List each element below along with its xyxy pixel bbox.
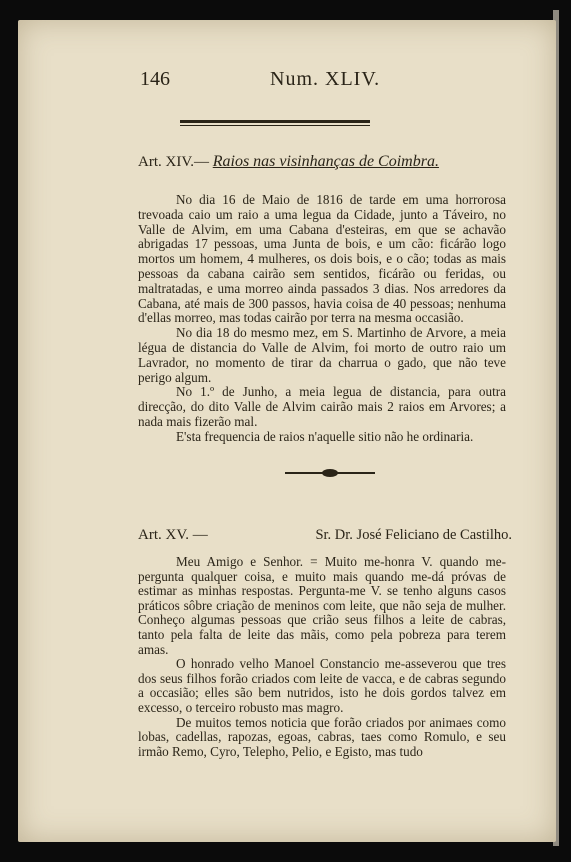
article-1-subtitle: Raios nas visinhanças de Coimbra. — [212, 153, 439, 170]
page-number: 146 — [140, 68, 170, 90]
article-2-label: Art. XV. — — [138, 527, 208, 543]
header-rule-thick — [180, 120, 370, 123]
page-header — [140, 68, 400, 96]
running-head: Num. XLIV. — [270, 68, 381, 90]
header-rule-thin — [180, 125, 370, 126]
section-divider-ornament — [322, 469, 338, 477]
article-1-paragraph: E'sta frequencia de raios n'aquelle sitio não he ordinaria. — [176, 428, 474, 444]
article-2-byline: Sr. Dr. José Feliciano de Castilho. — [315, 527, 512, 543]
article-2-body — [138, 555, 506, 759]
article-1-body — [138, 193, 506, 445]
article-2-paragraph: O honrado velho Manoel Constancio me-asseverou que tres dos seus filhos forão criados com leite de vacca, e de cabras segundo a occasião; elles são bem nutridos, isto he dois gordos talvez em excesso, o terceiro robusto mas magro. — [138, 656, 506, 715]
article-1-paragraph: No dia 16 de Maio de 1816 de tarde em uma horrorosa trevoada caio um raio a uma legua da Cidade, junto a Táveiro, no Valle de Alvim, em uma Cabana d'esteiras, em que se achavão abrigadas 17 pessoas, uma Junta de bois, e um cão: ficárão logo mortos um homem, 4 mulheres, os dois bois, e o cão; todas as mais pessoas da cabana cairão sem sentidos, ficárão ou feridas, ou maltratadas, e uma morreo ainda passados 3 dias. Nos arredores da Cabana, até mais de 300 passos, havia coisa de 40 pessoas; nenhuma d'ellas morreo, mas todas cairão por terra na mesma occasião. — [138, 192, 506, 326]
article-1-paragraph: No 1.º de Junho, a meia legua de distancia, para outra direcção, do dito Valle de Alvim cairão mais 2 raios em Arvores; a nada mais fizerão mal. — [138, 384, 506, 429]
article-1-title — [138, 153, 528, 171]
article-1-dash: — — [193, 154, 209, 170]
article-2-paragraph: Meu Amigo e Senhor. = Muito me-honra V. quando me-pergunta qualquer coisa, e muito mais quando me-dá próvas de estimar as minhas respostas. Pergunta-me V. se tenho alguns casos práticos sôbre criação de meninos com leite, que não seja de mulher. Conheço algumas pessoas que crião seus filhos a leite de cabras, tanto pela falta de leite das mãis, como pela pobreza para terem amas. — [138, 554, 506, 657]
article-1-paragraph: No dia 18 do mesmo mez, em S. Martinho de Arvore, a meia légua de distancia do Valle de Alvim, foi morto de outro raio um Lavrador, no momento de tirar da charrua o gado, que não teve perigo algum. — [138, 325, 506, 385]
article-1-label: Art. XIV. — [138, 154, 194, 170]
article-2-paragraph: De muitos temos noticia que forão criados por animaes como lobas, cadellas, rapozas, egoas, cabras, taes como Romulo, e seu irmão Remo, Cyro, Telepho, Pelio, e Egisto, mas tudo — [138, 714, 506, 759]
